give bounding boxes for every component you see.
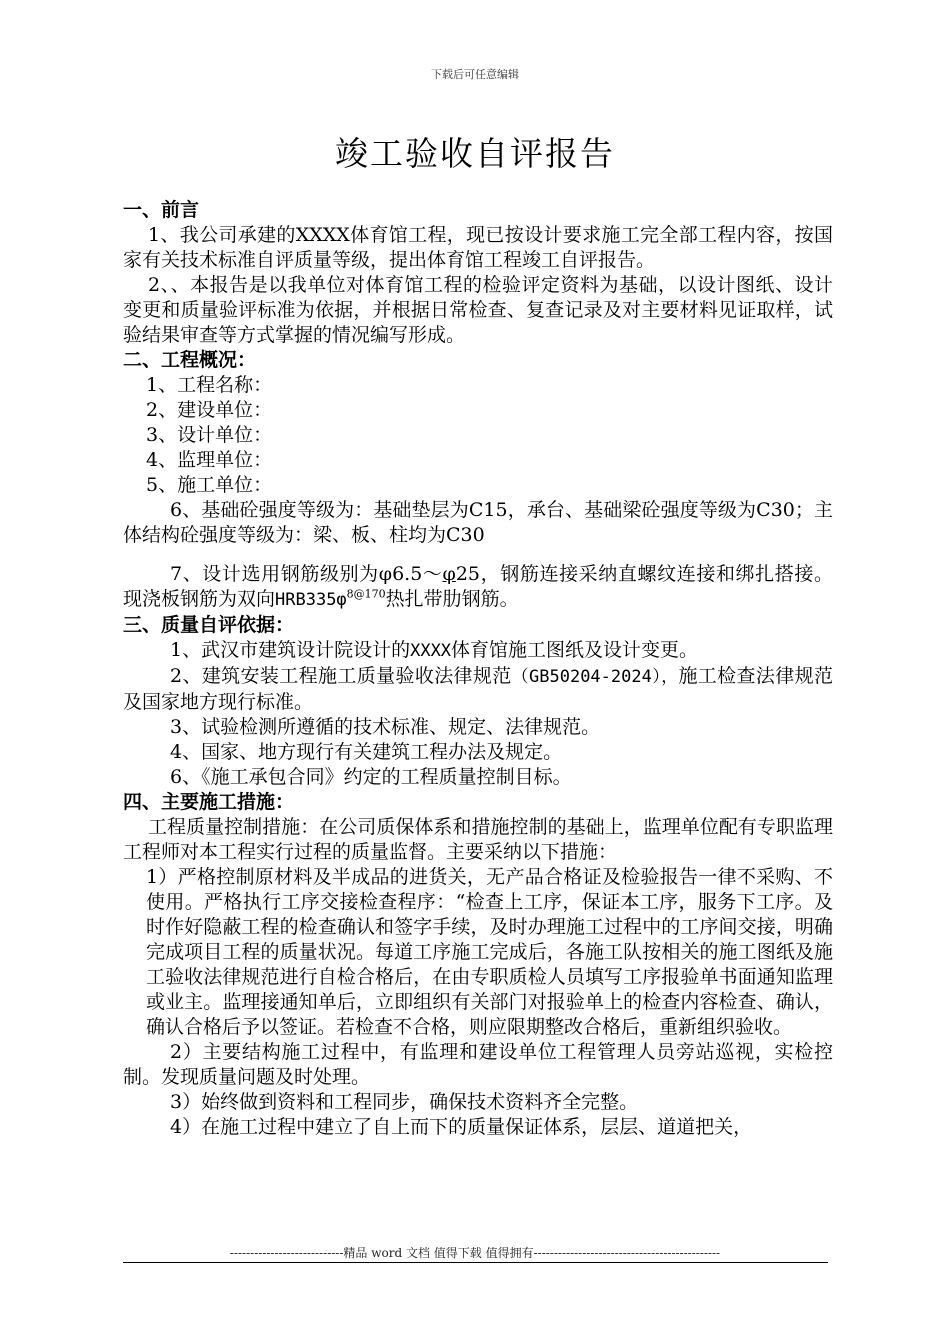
text-run: 7、设计选用钢筋级别为φ6.5～ xyxy=(170,563,443,585)
superscript: 8@170 xyxy=(346,587,386,601)
text-run: 热扎带肋钢筋。 xyxy=(385,588,519,610)
footer-divider xyxy=(123,1262,828,1263)
section-heading-basis: 三、质量自评依据： xyxy=(123,614,295,636)
paragraph xyxy=(123,664,833,715)
list-item: 3、设计单位： xyxy=(146,424,273,446)
paragraph: 4）在施工过程中建立了自上而下的质量保证体系，层层、道道把关， xyxy=(170,1116,753,1138)
paragraph: 3）始终做到资料和工程同步，确保技术资料齐全完整。 xyxy=(170,1091,639,1113)
paragraph: 工程质量控制措施：在公司质保体系和措施控制的基础上，监理单位配有专职监理工程师对本工程实行过程的质量监督。主要采纳以下措施： xyxy=(123,816,833,863)
footer-text: ----------------------------精品 word 文档 值得下载 值得拥有---------------------------------------------- xyxy=(229,1246,721,1260)
text-run: 25，钢筋连接采纳直螺纹连接和绑扎搭接。现浇板钢筋为双向 xyxy=(123,563,833,610)
paragraph: 4、国家、地方现行有关建筑工程办法及规定。 xyxy=(170,741,563,763)
list-item: 5、施工单位： xyxy=(146,474,273,496)
text-run: HRB335φ xyxy=(275,590,347,610)
list-item: 4、监理单位： xyxy=(146,449,273,471)
paragraph: 3、试验检测所遵循的技术标准、规定、法律规范。 xyxy=(170,716,601,738)
paragraph: 6、基础砼强度等级为：基础垫层为C15，承台、基础梁砼强度等级为C30；主体结构砼强度等级为：梁、板、柱均为C30 xyxy=(123,499,833,546)
text-run: 体育馆施工图纸及设计变更。 xyxy=(451,639,699,661)
document-title: 竣工验收自评报告 xyxy=(335,134,615,173)
paragraph-rebar xyxy=(123,562,833,613)
list-item: 1、工程名称： xyxy=(146,374,273,396)
text-run: （GB50204-2024）， xyxy=(511,667,679,687)
list-item: 2、建设单位： xyxy=(146,399,273,421)
section-heading-preface: 一、前言 xyxy=(123,199,200,221)
text-run: 施工检查法律规范及国家地方现行标准。 xyxy=(123,665,833,713)
paragraph: 2、、本报告是以我单位对体育馆工程的检验评定资料为基础，以设计图纸、设计变更和质量验评标准为依据，并根据日常检查、复查记录及对主要材料见证取样，试验结果审查等方式掌握的情况编写形成。 xyxy=(123,274,833,346)
header-note: 下载后可任意编辑 xyxy=(431,68,519,81)
section-heading-measures: 四、主要施工措施： xyxy=(123,791,295,813)
text-run: 1、武汉市建筑设计院设计的 xyxy=(170,639,411,661)
text-run: XXXX xyxy=(410,641,452,661)
paragraph: 1）严格控制原材料及半成品的进货关，无产品合格证及检验报告一律不采购、不使用。严格执行工序交接检查程序：“检查上工序，保证本工序，服务下工序。及时作好隐蔽工程的检查确认和签字手续，及时办理施工过程中的工序间交接，明确完成项目工程的质量状况。每道工序施工完成后，各施工队按相关的施工图纸及施工验收法律规范进行自检合格后，在由专职质检人员填写工序报验单书面通知监理或业主。监理接通知单后，立即组织有关部门对报验单上的检查内容检查、确认，确认合格后予以签证。若检查不合格，则应限期整改合格后，重新组织验收。 xyxy=(146,866,833,1038)
paragraph: 1、我公司承建的XXXX体育馆工程，现已按设计要求施工完全部工程内容，按国家有关技术标准自评质量等级，提出体育馆工程竣工自评报告。 xyxy=(123,224,833,271)
paragraph: 6、《施工承包合同》约定的工程质量控制目标。 xyxy=(170,766,572,788)
document-body xyxy=(123,198,833,1140)
paragraph: 2）主要结构施工过程中，有监理和建设单位工程管理人员旁站巡视，实检控制。发现质量问题及时处理。 xyxy=(123,1041,833,1088)
paragraph xyxy=(123,638,833,664)
section-heading-overview: 二、工程概况： xyxy=(123,349,257,371)
text-run: 2、建筑安装工程施工质量验收法律规范 xyxy=(170,665,512,687)
text-run: φ xyxy=(442,563,456,585)
